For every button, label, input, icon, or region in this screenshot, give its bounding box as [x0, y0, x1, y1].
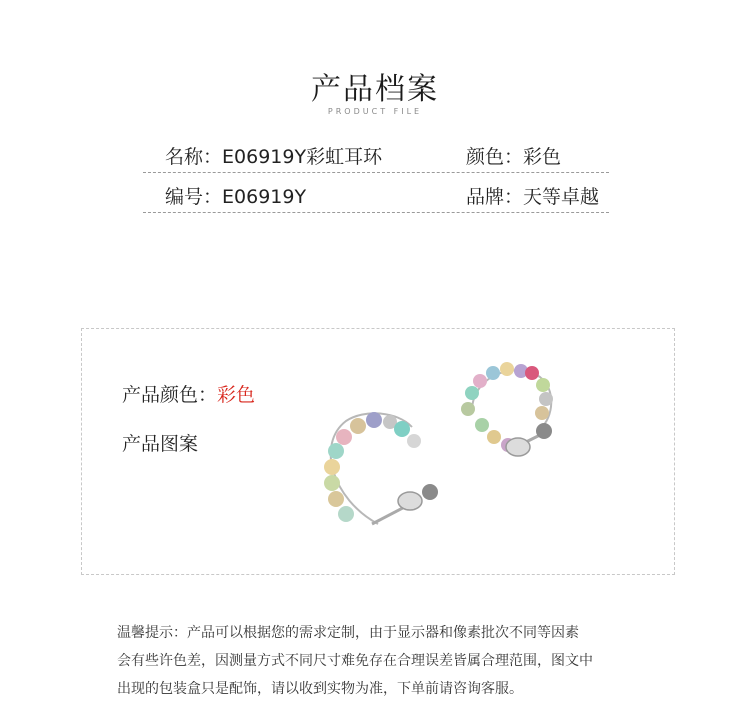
- product-pattern-label: 产品图案: [122, 433, 199, 455]
- product-color-spec-value: 彩色: [217, 384, 256, 406]
- product-color-label: 颜色：: [466, 146, 524, 168]
- notice: [117, 619, 677, 703]
- right-earring: [461, 362, 553, 456]
- notice-line-3: 出现的包装盒只是配饰，请以收到实物为准，下单前请咨询客服。: [117, 681, 523, 697]
- product-color-spec-label: 产品颜色：: [122, 384, 218, 406]
- product-name-value: E06919Y彩虹耳环: [222, 146, 383, 168]
- left-earring: [324, 412, 438, 524]
- notice-line-1: 温馨提示：产品可以根据您的需求定制，由于显示器和像素批次不同等因素: [117, 625, 579, 641]
- page-title: 产品档案: [311, 72, 439, 107]
- product-code-label: 编号：: [165, 186, 223, 208]
- product-brand: [466, 182, 599, 209]
- product-code-value: E06919Y: [222, 186, 307, 208]
- product-name: [165, 142, 382, 169]
- info-row-name-color: [143, 134, 609, 173]
- info-row-code-brand: [143, 174, 609, 213]
- product-code: [165, 182, 306, 209]
- notice-line-2: 会有些许色差，因测量方式不同尺寸难免存在合理误差皆属合理范围，图文中: [117, 653, 593, 669]
- product-color-value: 彩色: [523, 146, 562, 168]
- product-card: [81, 328, 675, 575]
- product-brand-value: 天等卓越: [523, 186, 600, 208]
- product-color: [466, 142, 561, 169]
- product-brand-label: 品牌：: [466, 186, 524, 208]
- earring-image: [302, 349, 602, 559]
- product-color-spec: [122, 380, 255, 407]
- page-subtitle: PRODUCT FILE: [327, 107, 423, 116]
- product-name-label: 名称：: [165, 146, 223, 168]
